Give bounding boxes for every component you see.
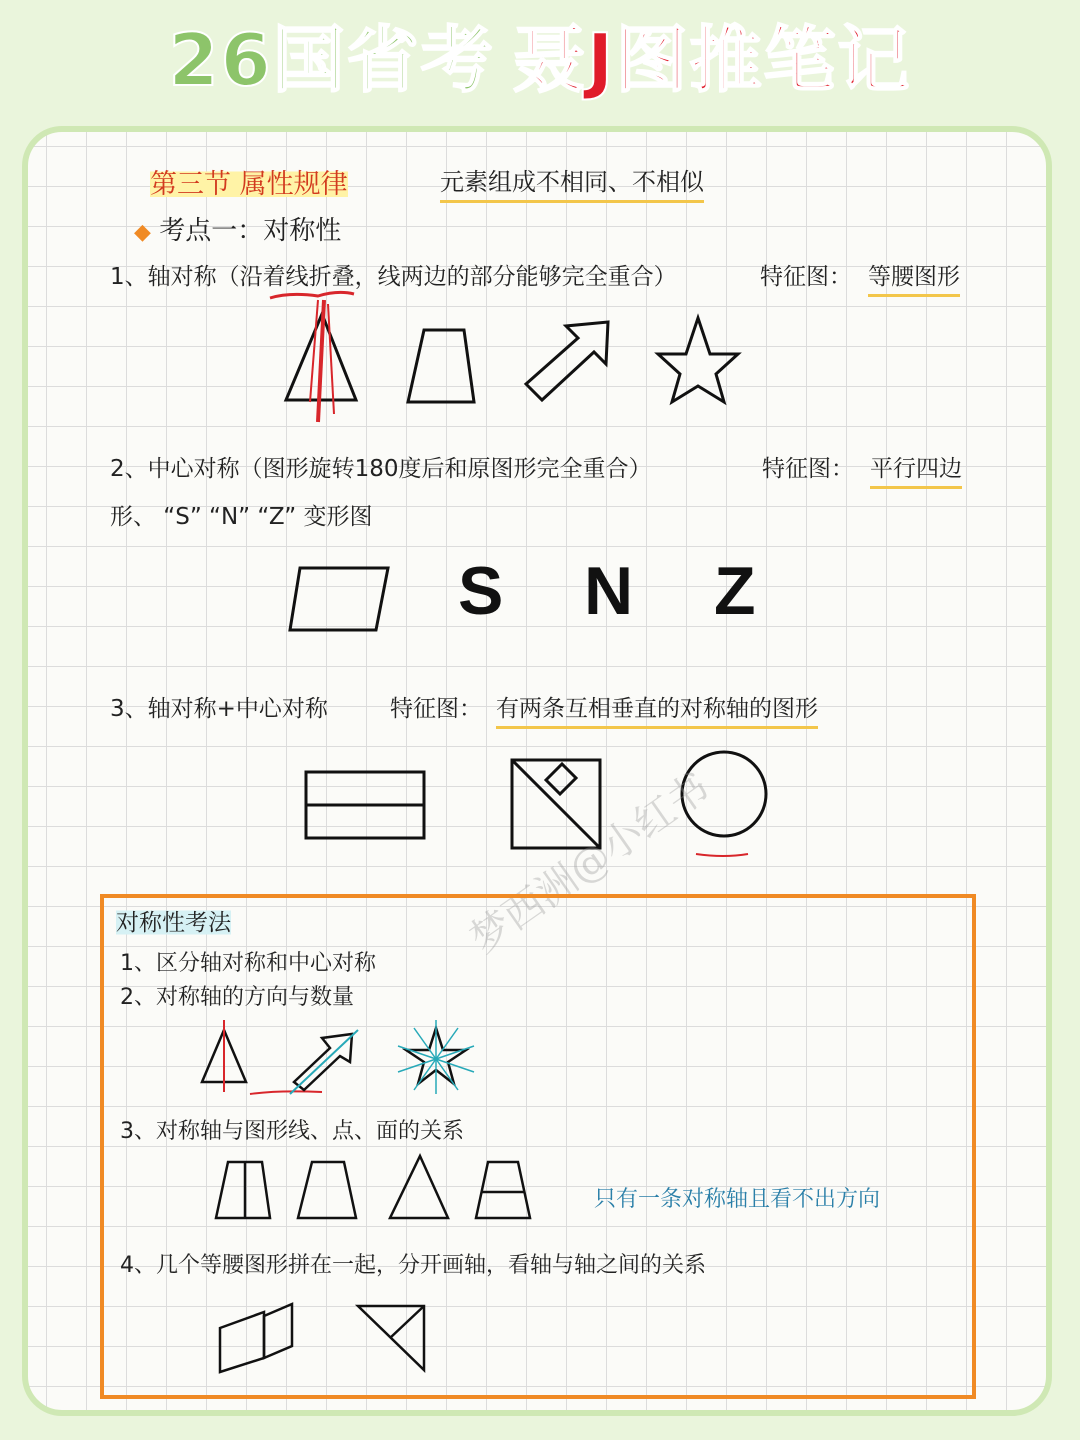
method-line2: 2、对称轴的方向与数量 [120, 985, 354, 1010]
letter-z: Z [714, 553, 756, 629]
watermark: 梦西洲@小红书 [462, 764, 718, 963]
page-title [0, 14, 1080, 106]
title-green: 26国省考 [168, 18, 495, 102]
section-title: 第三节 属性规律 [150, 162, 348, 201]
center-feature-value: 平行四边 [870, 450, 962, 489]
axis-desc: 1、轴对称（沿着线折叠，线两边的部分能够完全重合） [110, 264, 677, 290]
star-figure [658, 318, 738, 402]
axis-feature-value: 等腰图形 [868, 258, 960, 297]
both-desc: 3、轴对称+中心对称 [110, 696, 328, 722]
rectangle-figure [306, 772, 424, 838]
center-cont: 形、 “S” “N” “Z” 变形图 [110, 504, 373, 530]
diamond-icon: ◆ [134, 220, 151, 245]
both-feature-value: 有两条互相垂直的对称轴的图形 [496, 690, 818, 729]
note-card [22, 126, 1052, 1416]
arrow-figure [526, 322, 608, 400]
title-red: 聂J图推笔记 [512, 18, 912, 102]
letter-s: S [458, 553, 504, 629]
method-line1: 1、区分轴对称和中心对称 [120, 951, 376, 976]
method-line3: 3、对称轴与图形线、点、面的关系 [120, 1119, 464, 1144]
both-feature-label: 特征图： [390, 696, 482, 722]
circle-underline [696, 854, 748, 856]
trapezoid-figure [408, 330, 474, 402]
parallelogram-figure [290, 568, 388, 630]
point-text: 考点一：对称性 [159, 216, 342, 246]
method-title: 对称性考法 [116, 904, 231, 937]
method-note: 只有一条对称轴且看不出方向 [594, 1187, 881, 1212]
method-line4: 4、几个等腰图形拼在一起，分开画轴，看轴与轴之间的关系 [120, 1253, 706, 1278]
center-desc: 2、中心对称（图形旋转180度后和原图形完全重合） [110, 456, 652, 482]
axis-feature-label: 特征图： [760, 264, 852, 290]
triangle-axis-figure [270, 292, 356, 422]
letter-n: N [584, 553, 634, 629]
section-subtitle: 元素组成不相同、不相似 [440, 162, 704, 203]
center-feature-label: 特征图： [762, 456, 854, 482]
